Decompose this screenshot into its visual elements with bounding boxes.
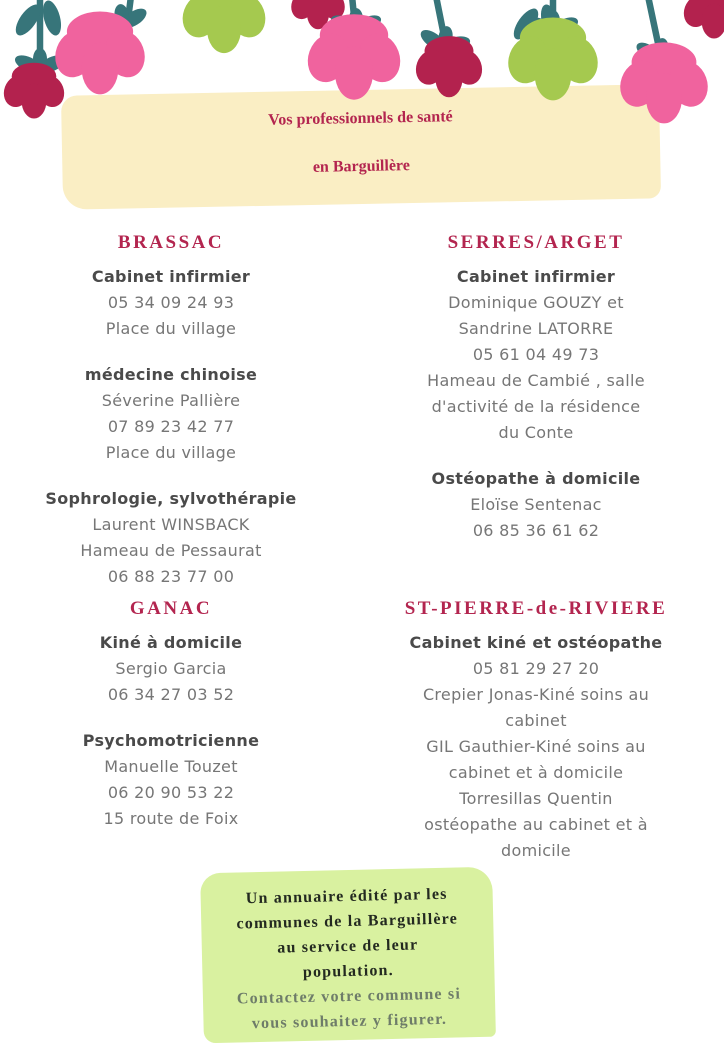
section-ganac — [26, 594, 316, 832]
entry-person: cabinet — [505, 711, 567, 730]
entry-address: du Conte — [498, 423, 574, 442]
title-highlight-block — [61, 84, 661, 209]
entry-person: Manuelle Touzet — [104, 757, 238, 776]
entry-phone: 05 61 04 49 73 — [472, 345, 600, 364]
footer-main-line: Un annuaire édité par les — [245, 885, 448, 908]
entry-phone: 06 85 36 61 62 — [472, 521, 600, 540]
entry-phone: 06 88 23 77 00 — [107, 567, 235, 586]
entry-phone: 05 34 09 24 93 — [107, 293, 235, 312]
page-title-line2: en Barguillère — [312, 157, 411, 176]
page-title-line1: Vos professionnels de santé — [268, 108, 453, 129]
entry-address: 15 route de Foix — [103, 809, 239, 828]
entry-label: Cabinet infirmier — [456, 267, 616, 286]
entry-cabinet-kine-osteopathe — [380, 630, 692, 864]
footer-contact-line: vous souhaitez y figurer. — [251, 1010, 448, 1033]
entry-phone: 05 81 29 27 20 — [472, 659, 600, 678]
entry-person: Crepier Jonas-Kiné soins au — [422, 685, 650, 704]
entry-person: Séverine Pallière — [101, 391, 241, 410]
entry-medecine-chinoise — [26, 362, 316, 466]
section-st-pierre-de-riviere — [380, 594, 692, 864]
entry-cabinet-infirmier-serres — [380, 264, 692, 446]
entry-address: Hameau de Cambié , salle — [427, 371, 645, 390]
footer-contact-text — [207, 981, 492, 1037]
entry-person: Torresillas Quentin — [459, 789, 613, 808]
entry-person: domicile — [501, 841, 571, 860]
entry-person: Dominique GOUZY et — [448, 293, 624, 312]
flower-icon — [49, 0, 152, 94]
entry-person: Laurent WINSBACK — [92, 515, 250, 534]
entry-psychomotricienne — [26, 728, 316, 832]
entry-label: Kiné à domicile — [99, 633, 243, 652]
entry-sophrologie — [26, 486, 316, 590]
entry-address: Place du village — [105, 443, 237, 462]
footer-main-text — [204, 881, 490, 987]
entry-label: Sophrologie, sylvothérapie — [45, 489, 297, 508]
entry-label: Ostéopathe à domicile — [431, 469, 641, 488]
flower-icon — [287, 0, 406, 100]
entry-address: Place du village — [105, 319, 237, 338]
footer-note-box — [200, 867, 496, 1043]
entry-address: Hameau de Pessaurat — [80, 541, 262, 560]
section-serres-arget — [380, 228, 692, 544]
entry-label: médecine chinoise — [84, 365, 258, 384]
entry-person: Sandrine LATORRE — [458, 319, 614, 338]
flower-icon — [177, 0, 272, 53]
entry-person: GIL Gauthier-Kiné soins au — [426, 737, 646, 756]
footer-main-line: population. — [302, 961, 395, 982]
entry-phone: 06 20 90 53 22 — [107, 783, 235, 802]
entry-label: Cabinet infirmier — [91, 267, 251, 286]
entry-person: cabinet et à domicile — [448, 763, 624, 782]
section-title-ganac: GANAC — [129, 598, 213, 619]
entry-label: Psychomotricienne — [82, 731, 260, 750]
entry-osteopathe-domicile — [380, 466, 692, 544]
entry-cabinet-infirmier-brassac — [26, 264, 316, 342]
entry-person: ostéopathe au cabinet et à — [424, 815, 648, 834]
footer-main-line: au service de leur — [277, 936, 419, 957]
flower-icon — [680, 0, 724, 39]
section-brassac — [26, 228, 316, 590]
footer-main-line: communes de la Barguillère — [236, 910, 459, 933]
section-title-st-pierre: ST-PIERRE-de-RIVIERE — [404, 598, 668, 619]
page-title — [61, 84, 661, 196]
entry-person: Eloïse Sentenac — [470, 495, 602, 514]
section-title-brassac: BRASSAC — [117, 232, 225, 253]
entry-label: Cabinet kiné et ostéopathe — [409, 633, 663, 652]
entry-kine-domicile — [26, 630, 316, 708]
footer-contact-line: Contactez votre commune si — [236, 985, 462, 1008]
entry-address: d'activité de la résidence — [431, 397, 641, 416]
section-title-serres-arget: SERRES/ARGET — [447, 232, 625, 253]
flower-icon — [0, 0, 68, 119]
entry-phone: 07 89 23 42 77 — [107, 417, 235, 436]
entry-phone: 06 34 27 03 52 — [107, 685, 235, 704]
flower-icon — [411, 0, 487, 97]
entry-person: Sergio Garcia — [115, 659, 227, 678]
